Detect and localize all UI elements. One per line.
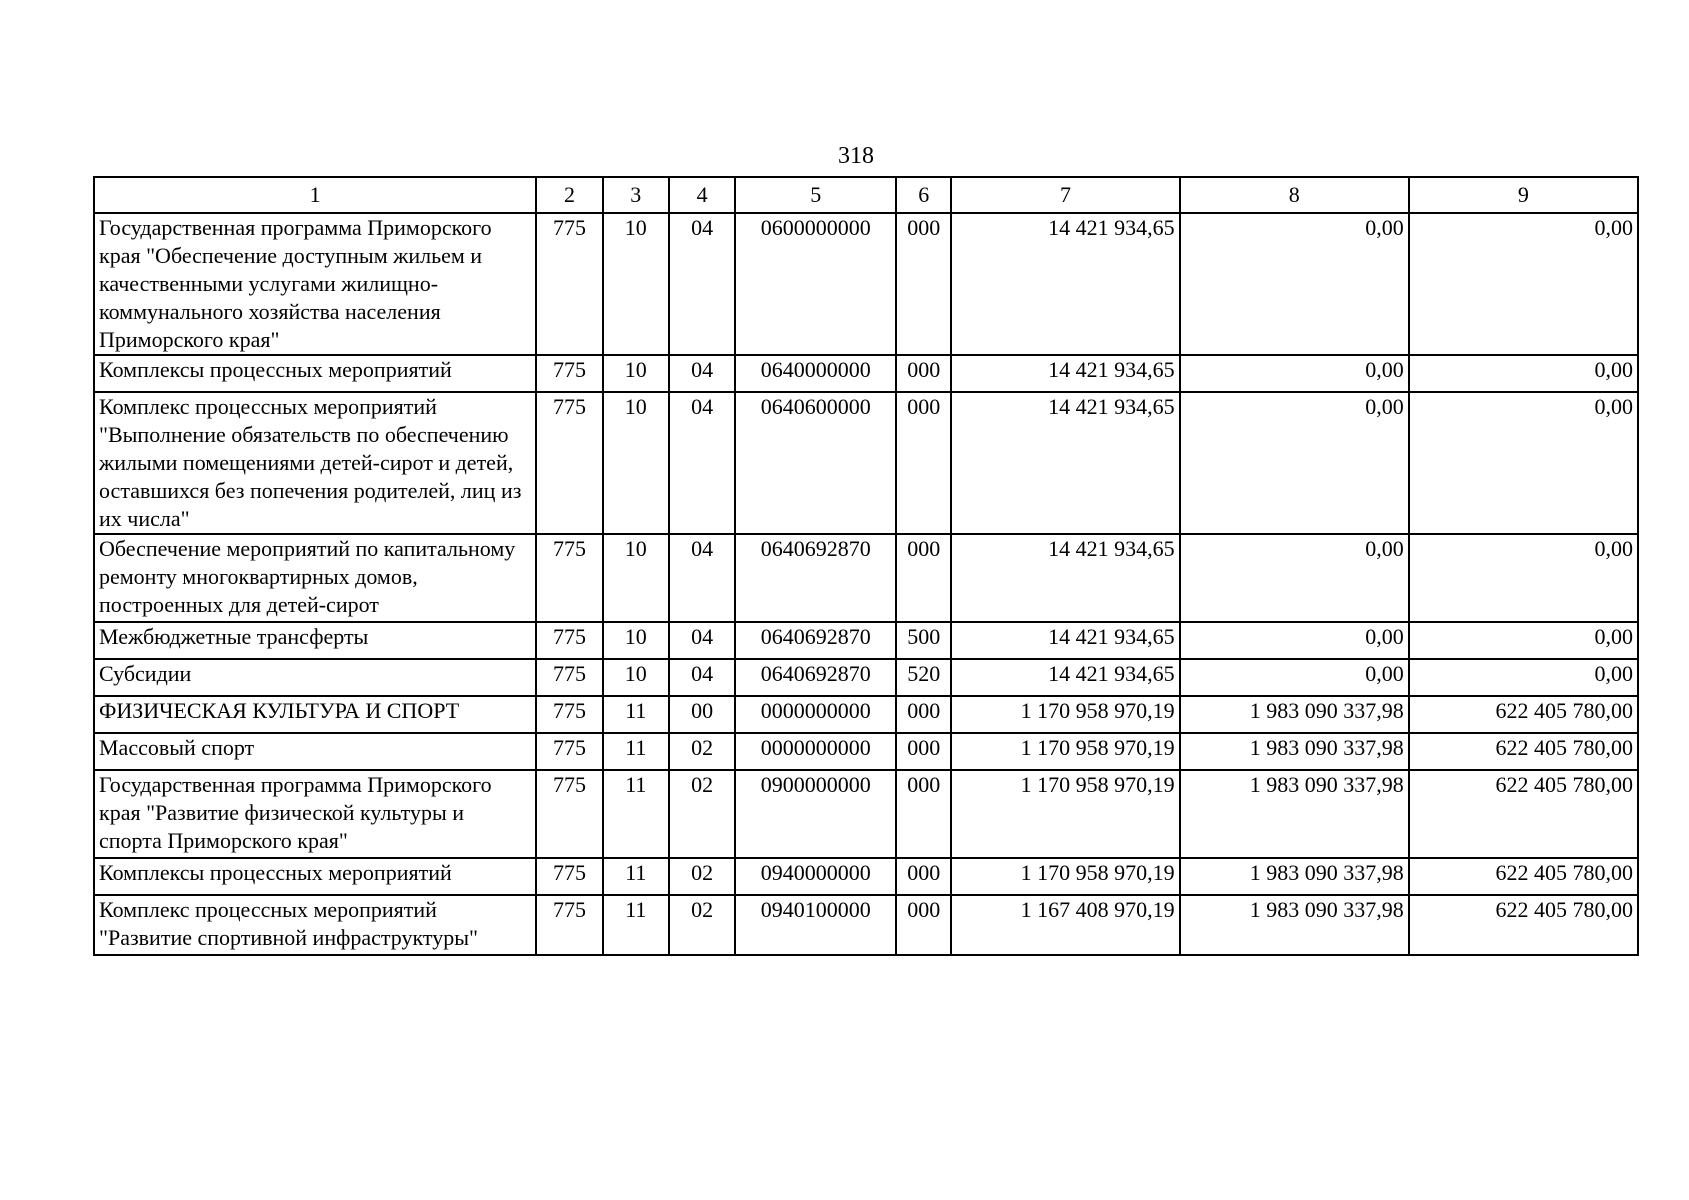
code-cell: 0600000000 <box>735 213 896 355</box>
row-name: Государственная программа Приморского края "Развитие физической культуры и спорта Приморского края" <box>94 770 536 858</box>
amount-cell: 14 421 934,65 <box>951 392 1179 534</box>
code-cell: 04 <box>669 213 735 355</box>
row-name: Комплексы процессных мероприятий <box>94 355 536 392</box>
code-cell: 000 <box>896 213 951 355</box>
amount-cell: 0,00 <box>1409 355 1638 392</box>
code-cell: 11 <box>603 770 669 858</box>
code-cell: 02 <box>669 858 735 895</box>
code-cell: 000 <box>896 392 951 534</box>
code-cell: 04 <box>669 659 735 696</box>
code-cell: 04 <box>669 534 735 622</box>
table-row <box>94 213 1638 355</box>
code-cell: 520 <box>896 659 951 696</box>
row-name: Комплекс процессных мероприятий "Развитие спортивной инфраструктуры" <box>94 895 536 955</box>
table-row <box>94 696 1638 733</box>
code-cell: 10 <box>603 355 669 392</box>
amount-cell: 1 983 090 337,98 <box>1180 770 1409 858</box>
amount-cell: 1 983 090 337,98 <box>1180 858 1409 895</box>
table-row <box>94 659 1638 696</box>
table-row <box>94 770 1638 858</box>
code-cell: 000 <box>896 858 951 895</box>
code-cell: 04 <box>669 355 735 392</box>
row-name: Комплекс процессных мероприятий "Выполнение обязательств по обеспечению жилыми помещениями детей-сирот и детей, оставшихся без попечения родителей, лиц из их числа" <box>94 392 536 534</box>
amount-cell: 0,00 <box>1409 622 1638 659</box>
code-cell: 775 <box>536 213 602 355</box>
code-cell: 0900000000 <box>735 770 896 858</box>
code-cell: 775 <box>536 770 602 858</box>
code-cell: 02 <box>669 770 735 858</box>
amount-cell: 14 421 934,65 <box>951 534 1179 622</box>
amount-cell: 1 170 958 970,19 <box>951 770 1179 858</box>
code-cell: 10 <box>603 213 669 355</box>
amount-cell: 14 421 934,65 <box>951 659 1179 696</box>
code-cell: 775 <box>536 392 602 534</box>
code-cell: 775 <box>536 895 602 955</box>
amount-cell: 0,00 <box>1409 213 1638 355</box>
column-header: 2 <box>536 177 602 213</box>
amount-cell: 622 405 780,00 <box>1409 895 1638 955</box>
table-row <box>94 858 1638 895</box>
code-cell: 02 <box>669 895 735 955</box>
code-cell: 000 <box>896 696 951 733</box>
code-cell: 02 <box>669 733 735 770</box>
code-cell: 000 <box>896 733 951 770</box>
amount-cell: 14 421 934,65 <box>951 622 1179 659</box>
row-name: Массовый спорт <box>94 733 536 770</box>
code-cell: 775 <box>536 622 602 659</box>
amount-cell: 14 421 934,65 <box>951 355 1179 392</box>
table-row <box>94 392 1638 534</box>
table-row <box>94 355 1638 392</box>
code-cell: 00 <box>669 696 735 733</box>
code-cell: 10 <box>603 659 669 696</box>
code-cell: 0640692870 <box>735 659 896 696</box>
code-cell: 0000000000 <box>735 696 896 733</box>
table-row <box>94 733 1638 770</box>
code-cell: 775 <box>536 733 602 770</box>
row-name: Субсидии <box>94 659 536 696</box>
amount-cell: 0,00 <box>1409 659 1638 696</box>
page-number: 318 <box>838 143 874 169</box>
table-row <box>94 534 1638 622</box>
amount-cell: 1 983 090 337,98 <box>1180 733 1409 770</box>
code-cell: 0940000000 <box>735 858 896 895</box>
code-cell: 0640692870 <box>735 534 896 622</box>
amount-cell: 0,00 <box>1180 659 1409 696</box>
column-header: 6 <box>896 177 951 213</box>
amount-cell: 622 405 780,00 <box>1409 858 1638 895</box>
code-cell: 775 <box>536 696 602 733</box>
row-name: Межбюджетные трансферты <box>94 622 536 659</box>
row-name: Государственная программа Приморского края "Обеспечение доступным жильем и качественными услугами жилищно-коммунального хозяйства населения Приморского края" <box>94 213 536 355</box>
amount-cell: 0,00 <box>1409 392 1638 534</box>
code-cell: 10 <box>603 392 669 534</box>
code-cell: 000 <box>896 355 951 392</box>
code-cell: 500 <box>896 622 951 659</box>
column-header: 4 <box>669 177 735 213</box>
amount-cell: 1 170 958 970,19 <box>951 733 1179 770</box>
row-name: Комплексы процессных мероприятий <box>94 858 536 895</box>
amount-cell: 0,00 <box>1180 622 1409 659</box>
table-row <box>94 622 1638 659</box>
amount-cell: 14 421 934,65 <box>951 213 1179 355</box>
code-cell: 0940100000 <box>735 895 896 955</box>
amount-cell: 1 983 090 337,98 <box>1180 696 1409 733</box>
code-cell: 000 <box>896 895 951 955</box>
amount-cell: 622 405 780,00 <box>1409 770 1638 858</box>
amount-cell: 622 405 780,00 <box>1409 733 1638 770</box>
code-cell: 0000000000 <box>735 733 896 770</box>
header-row <box>94 177 1638 213</box>
column-header: 1 <box>94 177 536 213</box>
code-cell: 04 <box>669 622 735 659</box>
column-header: 7 <box>951 177 1179 213</box>
amount-cell: 0,00 <box>1180 534 1409 622</box>
amount-cell: 1 983 090 337,98 <box>1180 895 1409 955</box>
amount-cell: 0,00 <box>1180 213 1409 355</box>
amount-cell: 1 170 958 970,19 <box>951 696 1179 733</box>
row-name: Обеспечение мероприятий по капитальному ремонту многоквартирных домов, построенных для детей-сирот <box>94 534 536 622</box>
code-cell: 0640600000 <box>735 392 896 534</box>
code-cell: 04 <box>669 392 735 534</box>
code-cell: 000 <box>896 770 951 858</box>
amount-cell: 622 405 780,00 <box>1409 696 1638 733</box>
code-cell: 10 <box>603 622 669 659</box>
code-cell: 10 <box>603 534 669 622</box>
code-cell: 775 <box>536 858 602 895</box>
amount-cell: 1 170 958 970,19 <box>951 858 1179 895</box>
row-name: ФИЗИЧЕСКАЯ КУЛЬТУРА И СПОРТ <box>94 696 536 733</box>
code-cell: 11 <box>603 858 669 895</box>
code-cell: 0640692870 <box>735 622 896 659</box>
column-header: 9 <box>1409 177 1638 213</box>
code-cell: 775 <box>536 659 602 696</box>
table-row <box>94 895 1638 955</box>
amount-cell: 0,00 <box>1409 534 1638 622</box>
code-cell: 11 <box>603 895 669 955</box>
column-header: 3 <box>603 177 669 213</box>
column-header: 8 <box>1180 177 1409 213</box>
column-header: 5 <box>735 177 896 213</box>
code-cell: 11 <box>603 733 669 770</box>
amount-cell: 1 167 408 970,19 <box>951 895 1179 955</box>
amount-cell: 0,00 <box>1180 355 1409 392</box>
amount-cell: 0,00 <box>1180 392 1409 534</box>
code-cell: 775 <box>536 534 602 622</box>
code-cell: 775 <box>536 355 602 392</box>
code-cell: 0640000000 <box>735 355 896 392</box>
code-cell: 11 <box>603 696 669 733</box>
budget-table <box>93 176 1639 956</box>
code-cell: 000 <box>896 534 951 622</box>
